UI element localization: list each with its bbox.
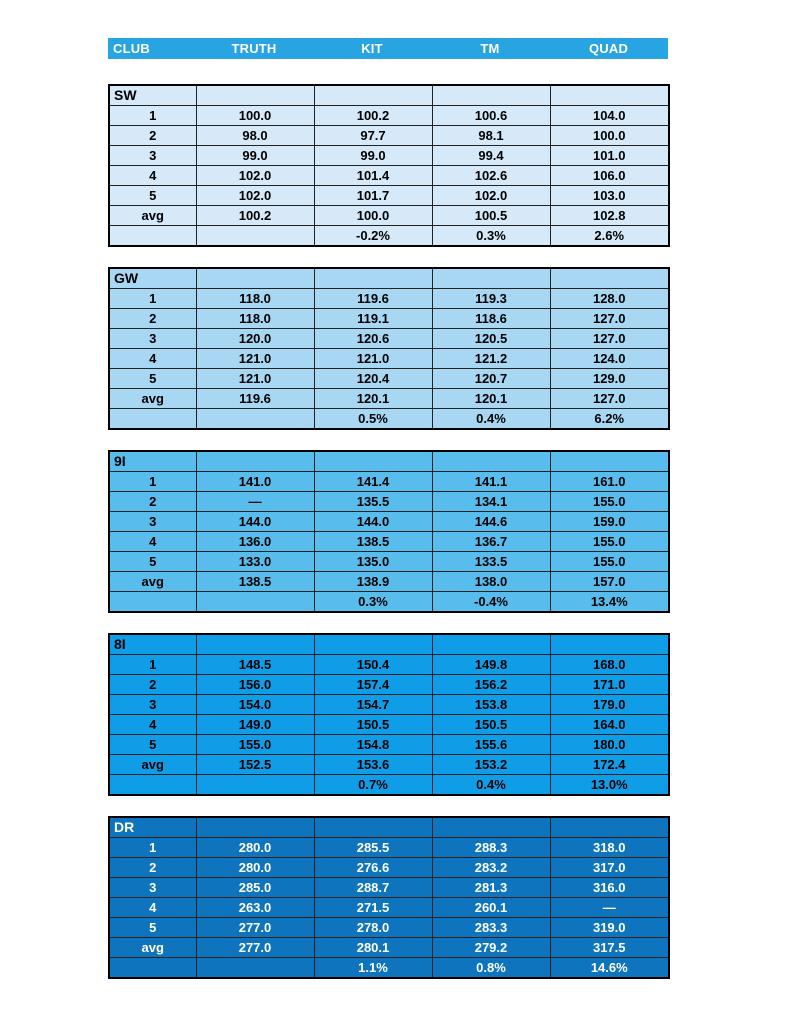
value-cell: 280.0 xyxy=(196,838,314,858)
row-label xyxy=(109,958,196,979)
value-cell: 101.4 xyxy=(314,166,432,186)
table-row xyxy=(109,858,669,878)
table-row xyxy=(109,389,669,409)
value-cell: — xyxy=(550,898,669,918)
value-cell: 134.1 xyxy=(432,492,550,512)
value-cell: 121.2 xyxy=(432,349,550,369)
table-row xyxy=(109,349,669,369)
row-label: 1 xyxy=(109,838,196,858)
value-cell: 102.0 xyxy=(196,166,314,186)
value-cell xyxy=(314,634,432,655)
row-label: avg xyxy=(109,206,196,226)
value-cell xyxy=(196,268,314,289)
value-cell: 277.0 xyxy=(196,918,314,938)
value-cell: 154.0 xyxy=(196,695,314,715)
row-label xyxy=(109,226,196,247)
value-cell: 280.1 xyxy=(314,938,432,958)
column-header-tm: TM xyxy=(480,41,500,56)
table-row xyxy=(109,838,669,858)
pct-cell: -0.4% xyxy=(432,592,550,613)
pct-cell: 0.5% xyxy=(314,409,432,430)
value-cell: 120.1 xyxy=(314,389,432,409)
pct-cell: 0.3% xyxy=(432,226,550,247)
value-cell xyxy=(432,634,550,655)
table-row xyxy=(109,532,669,552)
table-row xyxy=(109,878,669,898)
value-cell: 101.7 xyxy=(314,186,432,206)
value-cell: 148.5 xyxy=(196,655,314,675)
value-cell: 152.5 xyxy=(196,755,314,775)
value-cell: 99.0 xyxy=(196,146,314,166)
value-cell: 138.0 xyxy=(432,572,550,592)
value-cell: 159.0 xyxy=(550,512,669,532)
column-header-row xyxy=(108,38,668,59)
value-cell: 279.2 xyxy=(432,938,550,958)
row-label: 3 xyxy=(109,695,196,715)
value-cell: 153.6 xyxy=(314,755,432,775)
pct-cell: 6.2% xyxy=(550,409,669,430)
row-label: 1 xyxy=(109,106,196,126)
table-row xyxy=(109,186,669,206)
value-cell: 281.3 xyxy=(432,878,550,898)
pct-cell: 14.6% xyxy=(550,958,669,979)
value-cell xyxy=(196,85,314,106)
table-row xyxy=(109,695,669,715)
section-table-9i xyxy=(108,450,670,613)
value-cell: 100.0 xyxy=(196,106,314,126)
value-cell: 135.5 xyxy=(314,492,432,512)
value-cell: 136.0 xyxy=(196,532,314,552)
row-label: 2 xyxy=(109,126,196,146)
value-cell: 121.0 xyxy=(196,349,314,369)
spreadsheet-page xyxy=(108,38,668,979)
club-sections-container xyxy=(108,84,668,979)
value-cell: 161.0 xyxy=(550,472,669,492)
value-cell: 138.5 xyxy=(196,572,314,592)
column-header-kit: KIT xyxy=(361,41,383,56)
value-cell: 98.0 xyxy=(196,126,314,146)
pct-cell: -0.2% xyxy=(314,226,432,247)
pct-cell xyxy=(196,775,314,796)
value-cell xyxy=(550,268,669,289)
pct-cell xyxy=(196,226,314,247)
value-cell xyxy=(196,634,314,655)
row-label: 5 xyxy=(109,552,196,572)
value-cell: 99.4 xyxy=(432,146,550,166)
value-cell: 317.5 xyxy=(550,938,669,958)
value-cell: 133.5 xyxy=(432,552,550,572)
table-row xyxy=(109,329,669,349)
value-cell: 120.4 xyxy=(314,369,432,389)
pct-cell: 13.0% xyxy=(550,775,669,796)
table-row xyxy=(109,592,669,613)
row-label: avg xyxy=(109,755,196,775)
table-row xyxy=(109,85,669,106)
row-label: 4 xyxy=(109,715,196,735)
value-cell xyxy=(314,817,432,838)
row-label: 2 xyxy=(109,675,196,695)
value-cell: 144.6 xyxy=(432,512,550,532)
value-cell: 133.0 xyxy=(196,552,314,572)
row-label: 2 xyxy=(109,858,196,878)
value-cell: 141.0 xyxy=(196,472,314,492)
value-cell: 168.0 xyxy=(550,655,669,675)
row-label xyxy=(109,592,196,613)
table-row xyxy=(109,634,669,655)
value-cell: 141.4 xyxy=(314,472,432,492)
row-label xyxy=(109,409,196,430)
section-table-gw xyxy=(108,267,670,430)
table-row xyxy=(109,206,669,226)
club-label: 9I xyxy=(109,451,196,472)
value-cell: 128.0 xyxy=(550,289,669,309)
value-cell: 179.0 xyxy=(550,695,669,715)
value-cell: 283.2 xyxy=(432,858,550,878)
value-cell: 150.4 xyxy=(314,655,432,675)
value-cell: 317.0 xyxy=(550,858,669,878)
table-row xyxy=(109,938,669,958)
value-cell: 100.2 xyxy=(196,206,314,226)
column-header-quad: QUAD xyxy=(588,41,629,56)
row-label: 3 xyxy=(109,329,196,349)
value-cell: 276.6 xyxy=(314,858,432,878)
value-cell: 127.0 xyxy=(550,309,669,329)
value-cell: 153.2 xyxy=(432,755,550,775)
value-cell: 102.8 xyxy=(550,206,669,226)
row-label: 2 xyxy=(109,492,196,512)
value-cell: 157.0 xyxy=(550,572,669,592)
row-label: 1 xyxy=(109,655,196,675)
value-cell: 118.0 xyxy=(196,309,314,329)
value-cell: 149.0 xyxy=(196,715,314,735)
value-cell: 155.0 xyxy=(550,552,669,572)
club-label: 8I xyxy=(109,634,196,655)
value-cell: 120.6 xyxy=(314,329,432,349)
value-cell: 271.5 xyxy=(314,898,432,918)
value-cell xyxy=(314,85,432,106)
value-cell: 129.0 xyxy=(550,369,669,389)
value-cell: 100.5 xyxy=(432,206,550,226)
section-table-8i xyxy=(108,633,670,796)
column-header-truth: TRUTH xyxy=(231,41,277,56)
value-cell: 288.7 xyxy=(314,878,432,898)
value-cell: 150.5 xyxy=(314,715,432,735)
table-row xyxy=(109,512,669,532)
club-label: GW xyxy=(109,268,196,289)
value-cell: 120.5 xyxy=(432,329,550,349)
table-row xyxy=(109,755,669,775)
value-cell: 277.0 xyxy=(196,938,314,958)
table-row xyxy=(109,106,669,126)
value-cell xyxy=(432,817,550,838)
value-cell: 103.0 xyxy=(550,186,669,206)
value-cell xyxy=(550,817,669,838)
value-cell: 155.0 xyxy=(550,532,669,552)
table-row xyxy=(109,918,669,938)
row-label: 5 xyxy=(109,186,196,206)
club-label: SW xyxy=(109,85,196,106)
table-row xyxy=(109,289,669,309)
value-cell: 121.0 xyxy=(314,349,432,369)
value-cell: 101.0 xyxy=(550,146,669,166)
value-cell: 120.1 xyxy=(432,389,550,409)
row-label: 4 xyxy=(109,166,196,186)
table-row xyxy=(109,309,669,329)
table-row xyxy=(109,451,669,472)
value-cell: 155.0 xyxy=(196,735,314,755)
value-cell xyxy=(314,451,432,472)
table-row xyxy=(109,226,669,247)
value-cell: 156.2 xyxy=(432,675,550,695)
value-cell xyxy=(550,85,669,106)
value-cell: 119.6 xyxy=(196,389,314,409)
value-cell: 138.9 xyxy=(314,572,432,592)
value-cell xyxy=(314,268,432,289)
value-cell: 154.7 xyxy=(314,695,432,715)
value-cell: 124.0 xyxy=(550,349,669,369)
value-cell xyxy=(196,817,314,838)
value-cell: 155.6 xyxy=(432,735,550,755)
table-row xyxy=(109,817,669,838)
value-cell: 97.7 xyxy=(314,126,432,146)
row-label: avg xyxy=(109,572,196,592)
value-cell: 172.4 xyxy=(550,755,669,775)
value-cell: 171.0 xyxy=(550,675,669,695)
value-cell: 318.0 xyxy=(550,838,669,858)
table-row xyxy=(109,715,669,735)
table-row xyxy=(109,735,669,755)
value-cell: 102.0 xyxy=(432,186,550,206)
value-cell: 149.8 xyxy=(432,655,550,675)
value-cell: 127.0 xyxy=(550,329,669,349)
value-cell xyxy=(432,451,550,472)
pct-cell: 1.1% xyxy=(314,958,432,979)
value-cell: 99.0 xyxy=(314,146,432,166)
value-cell xyxy=(550,634,669,655)
value-cell: 120.0 xyxy=(196,329,314,349)
row-label: 5 xyxy=(109,918,196,938)
value-cell: 150.5 xyxy=(432,715,550,735)
row-label: 3 xyxy=(109,512,196,532)
value-cell: 285.0 xyxy=(196,878,314,898)
value-cell: 106.0 xyxy=(550,166,669,186)
table-row xyxy=(109,268,669,289)
value-cell: 138.5 xyxy=(314,532,432,552)
value-cell: 260.1 xyxy=(432,898,550,918)
table-row xyxy=(109,572,669,592)
value-cell: 280.0 xyxy=(196,858,314,878)
value-cell: 120.7 xyxy=(432,369,550,389)
table-row xyxy=(109,655,669,675)
value-cell xyxy=(432,268,550,289)
table-row xyxy=(109,552,669,572)
pct-cell: 0.4% xyxy=(432,775,550,796)
value-cell: 100.0 xyxy=(314,206,432,226)
pct-cell: 13.4% xyxy=(550,592,669,613)
table-row xyxy=(109,898,669,918)
value-cell: 154.8 xyxy=(314,735,432,755)
row-label: 3 xyxy=(109,146,196,166)
value-cell: 141.1 xyxy=(432,472,550,492)
table-row xyxy=(109,126,669,146)
value-cell: 119.1 xyxy=(314,309,432,329)
row-label: 5 xyxy=(109,369,196,389)
row-label: 4 xyxy=(109,532,196,552)
table-row xyxy=(109,409,669,430)
row-label: avg xyxy=(109,938,196,958)
row-label: 3 xyxy=(109,878,196,898)
table-row xyxy=(109,675,669,695)
value-cell: 100.6 xyxy=(432,106,550,126)
value-cell: 104.0 xyxy=(550,106,669,126)
value-cell xyxy=(550,451,669,472)
pct-cell: 0.7% xyxy=(314,775,432,796)
value-cell: 118.0 xyxy=(196,289,314,309)
value-cell: 316.0 xyxy=(550,878,669,898)
pct-cell: 0.3% xyxy=(314,592,432,613)
row-label: 1 xyxy=(109,472,196,492)
value-cell: 155.0 xyxy=(550,492,669,512)
value-cell: 136.7 xyxy=(432,532,550,552)
value-cell: 319.0 xyxy=(550,918,669,938)
value-cell: 100.0 xyxy=(550,126,669,146)
value-cell: 119.3 xyxy=(432,289,550,309)
pct-cell: 2.6% xyxy=(550,226,669,247)
table-row xyxy=(109,472,669,492)
row-label: avg xyxy=(109,389,196,409)
table-row xyxy=(109,492,669,512)
section-table-sw xyxy=(108,84,670,247)
pct-cell: 0.4% xyxy=(432,409,550,430)
value-cell: 118.6 xyxy=(432,309,550,329)
section-table-dr xyxy=(108,816,670,979)
row-label: 5 xyxy=(109,735,196,755)
row-label xyxy=(109,775,196,796)
club-label: DR xyxy=(109,817,196,838)
value-cell: 135.0 xyxy=(314,552,432,572)
value-cell: 157.4 xyxy=(314,675,432,695)
row-label: 1 xyxy=(109,289,196,309)
row-label: 4 xyxy=(109,349,196,369)
value-cell: 278.0 xyxy=(314,918,432,938)
value-cell: 119.6 xyxy=(314,289,432,309)
value-cell: 285.5 xyxy=(314,838,432,858)
pct-cell xyxy=(196,592,314,613)
value-cell: 144.0 xyxy=(314,512,432,532)
value-cell: 127.0 xyxy=(550,389,669,409)
table-row xyxy=(109,775,669,796)
pct-cell xyxy=(196,958,314,979)
value-cell: 121.0 xyxy=(196,369,314,389)
value-cell: 102.0 xyxy=(196,186,314,206)
table-row xyxy=(109,166,669,186)
table-row xyxy=(109,369,669,389)
value-cell: 102.6 xyxy=(432,166,550,186)
pct-cell xyxy=(196,409,314,430)
value-cell: 156.0 xyxy=(196,675,314,695)
column-header-club: CLUB xyxy=(113,41,150,56)
value-cell: 153.8 xyxy=(432,695,550,715)
value-cell: 288.3 xyxy=(432,838,550,858)
value-cell: 263.0 xyxy=(196,898,314,918)
table-row xyxy=(109,146,669,166)
value-cell: 164.0 xyxy=(550,715,669,735)
row-label: 2 xyxy=(109,309,196,329)
value-cell: 180.0 xyxy=(550,735,669,755)
value-cell: 100.2 xyxy=(314,106,432,126)
value-cell xyxy=(432,85,550,106)
row-label: 4 xyxy=(109,898,196,918)
value-cell: 144.0 xyxy=(196,512,314,532)
value-cell: — xyxy=(196,492,314,512)
value-cell: 283.3 xyxy=(432,918,550,938)
value-cell xyxy=(196,451,314,472)
value-cell: 98.1 xyxy=(432,126,550,146)
table-row xyxy=(109,958,669,979)
pct-cell: 0.8% xyxy=(432,958,550,979)
